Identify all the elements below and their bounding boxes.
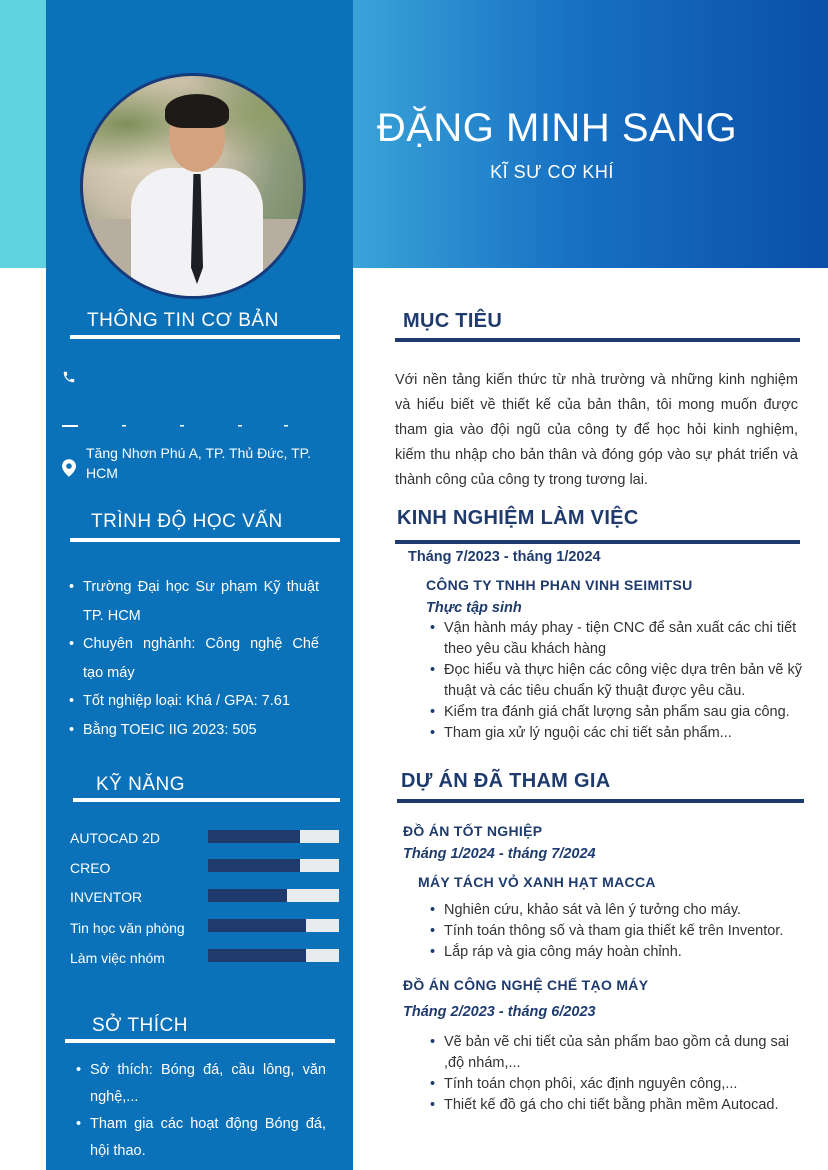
skill-bar: [208, 949, 339, 962]
skill-bar-fill: [208, 949, 306, 962]
profile-photo: [80, 73, 306, 299]
objective-text: Với nền tảng kiến thức từ nhà trường và những kinh nghiệm và hiểu biết về thiết kế của bản thân, tôi mong muốn được tham gia vào đội ngũ của công ty để học hỏi kinh nghiệm, kiếm thu nhập cho bản thân và đóng góp vào sự phát triển và thành công của công ty trong tương lai.: [395, 372, 798, 488]
address-row: [62, 443, 341, 483]
list-item: • Thiết kế đồ gá cho chi tiết bằng phần mềm Autocad.: [428, 1095, 810, 1116]
skill-bar: [208, 919, 339, 932]
project-task-list: [428, 900, 818, 963]
list-item: • Tốt nghiệp loại: Khá / GPA: 7.61: [69, 687, 319, 716]
skills-heading: KỸ NĂNG: [96, 774, 186, 795]
skill-label: INVENTOR: [70, 889, 143, 905]
projects-heading: DỰ ÁN ĐÃ THAM GIA: [401, 770, 611, 792]
skill-bar: [208, 859, 339, 872]
skill-label: Tin học văn phòng: [70, 920, 185, 936]
list-item: • Lắp ráp và gia công máy hoàn chỉnh.: [428, 942, 818, 963]
skill-bar: [208, 830, 339, 843]
contact-rule: [70, 335, 340, 339]
list-item: • Bằng TOEIC IIG 2023: 505: [69, 716, 319, 745]
email-row: [62, 425, 302, 427]
candidate-name: ĐẶNG MINH SANG: [376, 106, 738, 150]
project-period: Tháng 1/2024 - tháng 7/2024: [403, 846, 596, 862]
projects-rule: [397, 799, 804, 803]
list-item: • Kiểm tra đánh giá chất lượng sản phẩm sau gia công.: [428, 702, 818, 723]
objective-rule: [395, 338, 800, 342]
job-role: Thực tập sinh: [426, 600, 522, 616]
hobbies-heading: SỞ THÍCH: [92, 1015, 188, 1036]
project-subtitle: MÁY TÁCH VỎ XANH HẠT MACCA: [418, 874, 656, 890]
hobbies-rule: [65, 1039, 335, 1043]
skill-label: CREO: [70, 860, 111, 876]
list-item: • Vẽ bản vẽ chi tiết của sản phẩm bao gồm cả dung sai ,độ nhám,...: [430, 1034, 789, 1071]
list-item: • Trường Đại học Sư phạm Kỹ thuật TP. HCM: [69, 573, 319, 630]
skill-bar-fill: [208, 919, 306, 932]
list-item: • Vận hành máy phay - tiện CNC để sản xuất các chi tiết theo yêu cầu khách hàng: [428, 618, 818, 660]
list-item: • Tính toán chọn phôi, xác định nguyên công,...: [428, 1074, 810, 1095]
contact-heading: THÔNG TIN CƠ BẢN: [87, 310, 279, 331]
job-title: KĨ SƯ CƠ KHÍ: [490, 162, 614, 182]
list-item: • Tính toán thông số và tham gia thiết kế trên Inventor.: [428, 921, 818, 942]
project-title: ĐỒ ÁN CÔNG NGHỆ CHẾ TẠO MÁY: [403, 977, 649, 993]
hobbies-list: [76, 1057, 326, 1165]
experience-heading: KINH NGHIỆM LÀM VIỆC: [397, 507, 639, 529]
experience-rule: [395, 540, 800, 544]
address-text: Tăng Nhơn Phú A, TP. Thủ Đức, TP. HCM: [86, 445, 312, 481]
list-item: • Sở thích: Bóng đá, cầu lông, văn nghệ,...: [76, 1057, 326, 1111]
skill-bar-fill: [208, 830, 300, 843]
skills-rule: [73, 798, 340, 802]
list-item: • Tham gia các hoạt động Bóng đá, hội thao.: [76, 1111, 326, 1165]
project-title: ĐỒ ÁN TỐT NGHIỆP: [403, 823, 543, 839]
location-pin-icon: [62, 459, 76, 477]
list-item: • Đọc hiểu và thực hiện các công việc dựa trên bản vẽ kỹ thuật và các tiêu chuẩn kỹ thuật được yêu cầu.: [428, 660, 818, 702]
list-item: • Nghiên cứu, khảo sát và lên ý tưởng cho máy.: [428, 900, 818, 921]
skill-bar-fill: [208, 859, 300, 872]
list-item: • Tham gia xử lý nguội các chi tiết sản phẩm...: [428, 723, 818, 744]
phone-row: [62, 370, 76, 384]
skill-bar-fill: [208, 889, 287, 902]
project-period: Tháng 2/2023 - tháng 6/2023: [403, 1004, 596, 1020]
objective-heading: MỤC TIÊU: [403, 310, 503, 332]
list-item: • Chuyên nghành: Công nghệ Chế tạo máy: [69, 630, 319, 687]
skill-label: AUTOCAD 2D: [70, 830, 160, 846]
company-name: CÔNG TY TNHH PHAN VINH SEIMITSU: [426, 577, 693, 593]
duties-list: [428, 618, 818, 744]
education-list: [69, 573, 319, 744]
project-task-list: [418, 1032, 810, 1116]
accent-strip: [0, 0, 46, 268]
education-heading: TRÌNH ĐỘ HỌC VẤN: [91, 511, 283, 532]
phone-icon: [62, 370, 76, 384]
skill-label: Làm việc nhóm: [70, 950, 165, 966]
experience-period: Tháng 7/2023 - tháng 1/2024: [408, 549, 601, 565]
skill-bar: [208, 889, 339, 902]
education-rule: [70, 538, 340, 542]
